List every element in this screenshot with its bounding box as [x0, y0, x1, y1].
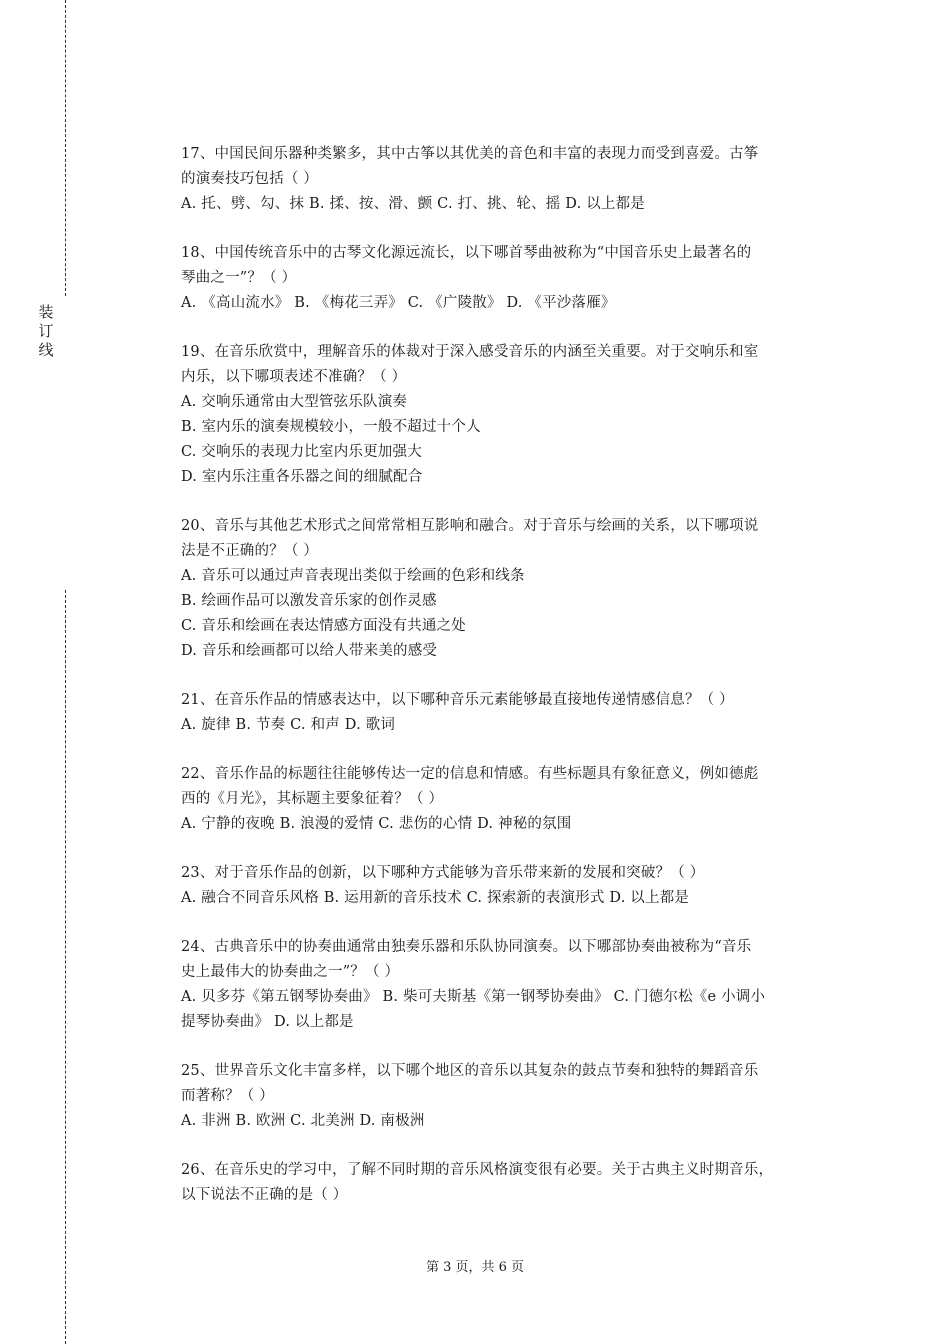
question-line: A. 《高山流水》 B. 《梅花三弄》 C. 《广陵散》 D. 《平沙落雁》	[181, 295, 616, 311]
question-line: 19、在音乐欣赏中，理解音乐的体裁对于深入感受音乐的内涵至关重要。对于交响乐和室	[181, 344, 759, 360]
question-line: B. 绘画作品可以激发音乐家的创作灵感	[181, 593, 437, 609]
question-line: D. 室内乐注重各乐器之间的细腻配合	[181, 469, 423, 485]
question-line: 18、中国传统音乐中的古琴文化源远流长，以下哪首琴曲被称为“中国音乐史上最著名的	[181, 245, 752, 261]
question-line: A. 托、劈、勾、抹 B. 揉、按、滑、颤 C. 打、挑、轮、摇 D. 以上都是	[181, 196, 646, 212]
question-line: 25、世界音乐文化丰富多样，以下哪个地区的音乐以其复杂的鼓点节奏和独特的舞蹈音乐	[181, 1063, 759, 1079]
question-line: A. 融合不同音乐风格 B. 运用新的音乐技术 C. 探索新的表演形式 D. 以上都是	[181, 890, 690, 906]
question-line: C. 交响乐的表现力比室内乐更加强大	[181, 444, 422, 460]
question-block	[181, 935, 841, 1035]
question-line: A. 旋律 B. 节奏 C. 和声 D. 歌词	[181, 717, 396, 733]
question-line: 20、音乐与其他艺术形式之间常常相互影响和融合。对于音乐与绘画的关系，以下哪项说	[181, 518, 759, 534]
question-block	[181, 1158, 841, 1208]
question-line: 而著称？（ ）	[181, 1088, 275, 1104]
binding-char: 装	[38, 303, 54, 321]
binding-char: 线	[38, 341, 54, 359]
page-footer: 第 3 页，共 6 页	[425, 1260, 525, 1275]
question-line: 17、中国民间乐器种类繁多，其中古筝以其优美的音色和丰富的表现力而受到喜爱。古筝	[181, 146, 759, 162]
question-block	[181, 514, 841, 664]
question-block	[181, 762, 841, 837]
question-line: A. 贝多芬《第五钢琴协奏曲》 B. 柴可夫斯基《第一钢琴协奏曲》 C. 门德尔松《e 小调小	[181, 989, 766, 1005]
question-block	[181, 688, 841, 738]
binding-dashed-line-bottom	[65, 590, 66, 1344]
question-line: 以下说法不正确的是（ ）	[181, 1187, 348, 1203]
question-list	[181, 142, 841, 1232]
question-block	[181, 1059, 841, 1134]
question-line: 21、在音乐作品的情感表达中，以下哪种音乐元素能够最直接地传递情感信息？（ ）	[181, 692, 734, 708]
question-line: 琴曲之一”？（ ）	[181, 270, 297, 286]
question-line: 22、音乐作品的标题往往能够传达一定的信息和情感。有些标题具有象征意义，例如德彪	[181, 766, 759, 782]
question-line: 24、古典音乐中的协奏曲通常由独奏乐器和乐队协同演奏。以下哪部协奏曲被称为“音乐	[181, 939, 752, 955]
question-line: A. 交响乐通常由大型管弦乐队演奏	[181, 394, 408, 410]
binding-char: 订	[38, 322, 54, 340]
question-line: 法是不正确的？（ ）	[181, 543, 319, 559]
question-block	[181, 340, 841, 490]
question-block	[181, 861, 841, 911]
binding-label	[36, 303, 56, 360]
question-line: 提琴协奏曲》 D. 以上都是	[181, 1014, 354, 1030]
question-line: 的演奏技巧包括（ ）	[181, 171, 319, 187]
question-line: 26、在音乐史的学习中，了解不同时期的音乐风格演变很有必要。关于古典主义时期音乐，	[181, 1162, 774, 1178]
question-line: B. 室内乐的演奏规模较小，一般不超过十个人	[181, 419, 481, 435]
binding-dashed-line-top	[65, 0, 66, 296]
question-line: 史上最伟大的协奏曲之一”？（ ）	[181, 964, 400, 980]
question-line: 内乐，以下哪项表述不准确？（ ）	[181, 369, 407, 385]
question-line: D. 音乐和绘画都可以给人带来美的感受	[181, 643, 438, 659]
question-line: A. 非洲 B. 欧洲 C. 北美洲 D. 南极洲	[181, 1113, 425, 1129]
question-line: A. 宁静的夜晚 B. 浪漫的爱情 C. 悲伤的心情 D. 神秘的氛围	[181, 816, 572, 832]
question-line: 西的《月光》，其标题主要象征着？（ ）	[181, 791, 444, 807]
question-line: 23、对于音乐作品的创新，以下哪种方式能够为音乐带来新的发展和突破？（ ）	[181, 865, 705, 881]
question-line: C. 音乐和绘画在表达情感方面没有共通之处	[181, 618, 466, 634]
question-block	[181, 241, 841, 316]
question-line: A. 音乐可以通过声音表现出类似于绘画的色彩和线条	[181, 568, 525, 584]
question-block	[181, 142, 841, 217]
